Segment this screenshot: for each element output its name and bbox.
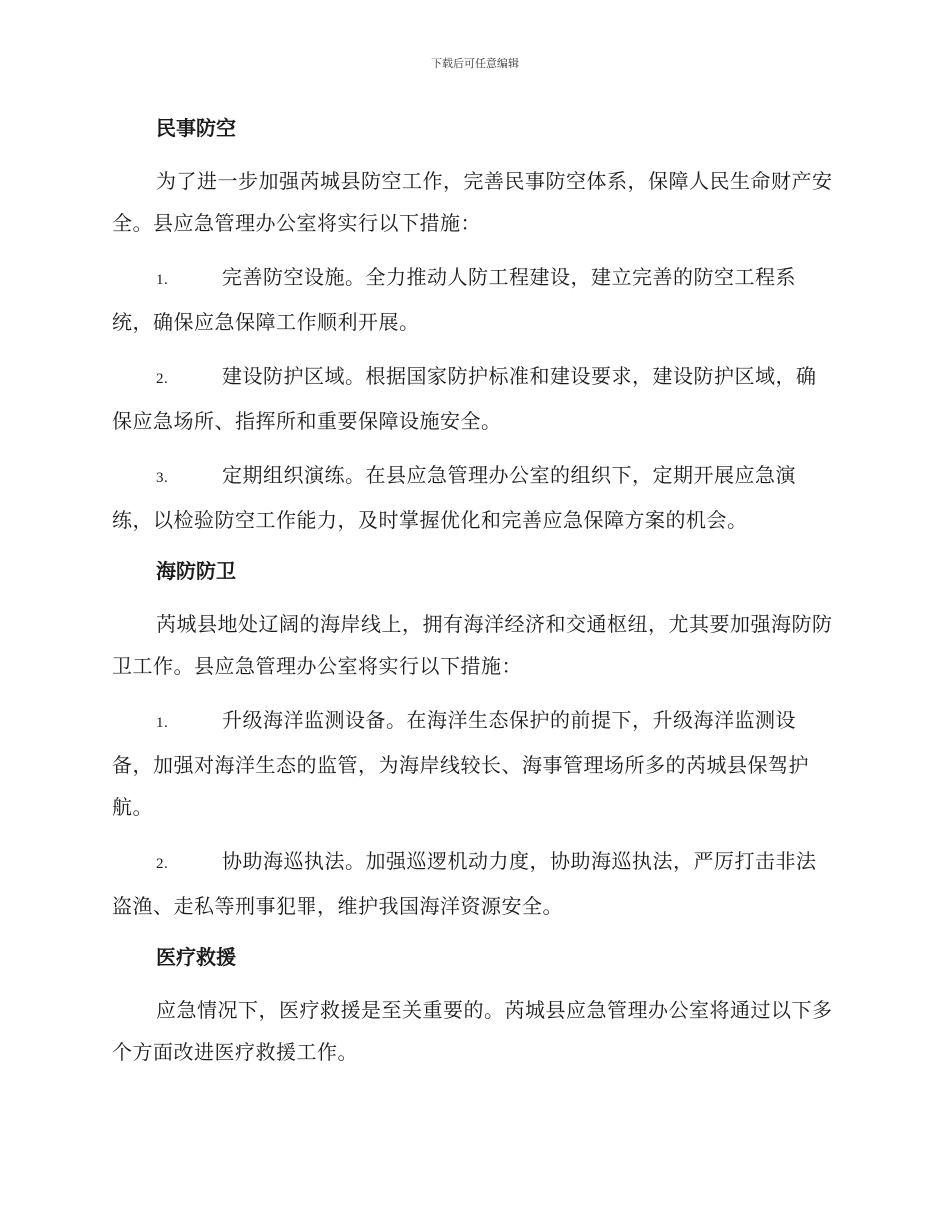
document-body: [112, 110, 834, 1085]
list-item-text: 建设防护区域。根据国家防护标准和建设要求，建设防护区域，确保应急场所、指挥所和重要保障设施安全。: [112, 364, 817, 433]
list-item-text: 升级海洋监测设备。在海洋生态保护的前提下，升级海洋监测设备，加强对海洋生态的监管，为海岸线较长、海事管理场所多的芮城县保驾护航。: [112, 708, 809, 819]
list-item-text: 完善防空设施。全力推动人防工程建设，建立完善的防空工程系统，确保应急保障工作顺利开展。: [112, 265, 796, 334]
list-item: [112, 454, 834, 541]
section-coastal-defense: [112, 553, 834, 927]
list-item-number: 1.: [156, 715, 169, 731]
section-intro: 应急情况下，医疗救援是至关重要的。芮城县应急管理办公室将通过以下多个方面改进医疗救援工作。: [112, 998, 833, 1064]
list-item-number: 2.: [156, 371, 169, 387]
section-heading: 海防防卫: [156, 559, 236, 583]
list-item: [112, 840, 834, 927]
section-intro: 芮城县地处辽阔的海岸线上，拥有海洋经济和交通枢纽，尤其要加强海防防卫工作。县应急管理办公室将实行以下措施：: [112, 612, 833, 678]
section-civil-air-defense: [112, 110, 834, 541]
section-heading: 民事防空: [156, 116, 236, 140]
section-intro: 为了进一步加强芮城县防空工作，完善民事防空体系，保障人民生命财产安全。县应急管理办公室将实行以下措施：: [112, 169, 833, 235]
header-note: 下载后可任意编辑: [431, 57, 519, 70]
list-item: [112, 355, 834, 442]
list-item-number: 1.: [156, 272, 169, 288]
list-item-number: 2.: [156, 856, 169, 872]
list-item-number: 3.: [156, 470, 169, 486]
list-item-text: 协助海巡执法。加强巡逻机动力度，协助海巡执法，严厉打击非法盗渔、走私等刑事犯罪，维护我国海洋资源安全。: [112, 849, 817, 918]
list-item: [112, 256, 834, 343]
list-item-text: 定期组织演练。在县应急管理办公室的组织下，定期开展应急演练，以检验防空工作能力，及时掌握优化和完善应急保障方案的机会。: [112, 463, 796, 532]
list-item: [112, 699, 834, 828]
section-medical-rescue: [112, 939, 834, 1073]
section-heading: 医疗救援: [156, 945, 236, 969]
